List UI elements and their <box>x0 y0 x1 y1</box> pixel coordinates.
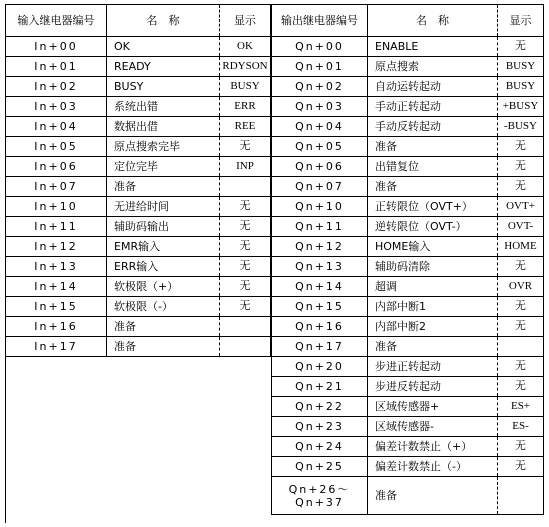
relay-address: Qn+26～Qn+37 <box>272 477 368 515</box>
table-row <box>272 157 544 177</box>
relay-address: In+02 <box>6 77 107 97</box>
name-header: 名 称 <box>368 5 498 37</box>
relay-name: 手动反转起动 <box>368 117 498 137</box>
relay-address: Qn+17 <box>272 337 368 357</box>
relay-display <box>498 477 544 515</box>
relay-name: 软极限（-） <box>107 297 220 317</box>
relay-display: ES+ <box>498 397 544 417</box>
table-row <box>6 337 271 357</box>
relay-display <box>220 337 271 357</box>
relay-address: Qn+05 <box>272 137 368 157</box>
table-row <box>6 97 271 117</box>
relay-display: 无 <box>498 177 544 197</box>
relay-address: Qn+20 <box>272 357 368 377</box>
table-row <box>6 177 271 197</box>
relay-name: 辅助码输出 <box>107 217 220 237</box>
header-row <box>272 5 544 37</box>
relay-display: 无 <box>220 217 271 237</box>
relay-address: Qn+13 <box>272 257 368 277</box>
table-row <box>272 117 544 137</box>
relay-address: Qn+00 <box>272 37 368 57</box>
relay-address: Qn+21 <box>272 377 368 397</box>
relay-name: 系统出错 <box>107 97 220 117</box>
relay-address: Qn+14 <box>272 277 368 297</box>
relay-display: 无 <box>220 257 271 277</box>
relay-name: 准备 <box>107 317 220 337</box>
name-header: 名 称 <box>107 5 220 37</box>
relay-name: READY <box>107 57 220 77</box>
relay-name: 步进反转起动 <box>368 377 498 397</box>
relay-display: OVT- <box>498 217 544 237</box>
table-row <box>6 217 271 237</box>
relay-address: In+17 <box>6 337 107 357</box>
relay-address: Qn+23 <box>272 417 368 437</box>
table-row <box>272 417 544 437</box>
table-row <box>272 377 544 397</box>
relay-address: Qn+04 <box>272 117 368 137</box>
table-row <box>6 77 271 97</box>
table-row <box>6 277 271 297</box>
table-row <box>6 157 271 177</box>
relay-name: 偏差计数禁止（+） <box>368 437 498 457</box>
table-row <box>272 57 544 77</box>
table-row <box>272 137 544 157</box>
relay-name: EMR输入 <box>107 237 220 257</box>
relay-display: 无 <box>220 197 271 217</box>
relay-address: In+10 <box>6 197 107 217</box>
relay-name: ERR输入 <box>107 257 220 277</box>
relay-display: 无 <box>220 277 271 297</box>
relay-name: 偏差计数禁止（-） <box>368 457 498 477</box>
table-row <box>272 177 544 197</box>
table-row <box>272 257 544 277</box>
relay-address: Qn+12 <box>272 237 368 257</box>
relay-address: Qn+06 <box>272 157 368 177</box>
table-row <box>272 237 544 257</box>
relay-display: OK <box>220 37 271 57</box>
relay-display: INP <box>220 157 271 177</box>
relay-display: REE <box>220 117 271 137</box>
table-row <box>6 237 271 257</box>
relay-display: 无 <box>220 237 271 257</box>
relay-address: Qn+03 <box>272 97 368 117</box>
table-row <box>6 197 271 217</box>
table-row <box>272 357 544 377</box>
relay-address: Qn+01 <box>272 57 368 77</box>
relay-name: 软极限（+） <box>107 277 220 297</box>
relay-address: In+06 <box>6 157 107 177</box>
relay-display: BUSY <box>498 77 544 97</box>
relay-address: Qn+24 <box>272 437 368 457</box>
relay-number-header: 输入继电器编号 <box>6 5 107 37</box>
relay-address: Qn+25 <box>272 457 368 477</box>
relay-name: 超调 <box>368 277 498 297</box>
output-relay-table <box>271 4 544 515</box>
relay-display: 无 <box>498 297 544 317</box>
relay-name: 步进正转起动 <box>368 357 498 377</box>
relay-name: 原点搜索 <box>368 57 498 77</box>
table-row <box>6 137 271 157</box>
relay-name: 准备 <box>368 137 498 157</box>
relay-display: 无 <box>220 137 271 157</box>
relay-display: 无 <box>220 297 271 317</box>
relay-display: OVR <box>498 277 544 297</box>
relay-address: Qn+10 <box>272 197 368 217</box>
table-row <box>272 337 544 357</box>
relay-display: 无 <box>498 137 544 157</box>
relay-address: In+13 <box>6 257 107 277</box>
relay-address: In+12 <box>6 237 107 257</box>
relay-address: Qn+02 <box>272 77 368 97</box>
display-header: 显示 <box>220 5 271 37</box>
table-row <box>272 217 544 237</box>
input-relay-table <box>5 4 271 357</box>
relay-display <box>220 317 271 337</box>
relay-display: OVT+ <box>498 197 544 217</box>
table-row <box>272 397 544 417</box>
table-row <box>6 37 271 57</box>
relay-display: BUSY <box>498 57 544 77</box>
relay-name: 内部中断1 <box>368 297 498 317</box>
relay-display: ES- <box>498 417 544 437</box>
relay-display: ERR <box>220 97 271 117</box>
relay-display: +BUSY <box>498 97 544 117</box>
relay-address: Qn+07 <box>272 177 368 197</box>
relay-name: 出错复位 <box>368 157 498 177</box>
relay-display: 无 <box>498 257 544 277</box>
table-row <box>6 117 271 137</box>
table-row <box>272 297 544 317</box>
relay-address: Qn+22 <box>272 397 368 417</box>
relay-display: 无 <box>498 377 544 397</box>
relay-display: 无 <box>498 157 544 177</box>
table-row <box>272 97 544 117</box>
relay-name: 手动正转起动 <box>368 97 498 117</box>
table-row <box>6 317 271 337</box>
relay-name: OK <box>107 37 220 57</box>
relay-name: 定位完毕 <box>107 157 220 177</box>
relay-name: 无进给时间 <box>107 197 220 217</box>
relay-name: 逆转限位（OVT-） <box>368 217 498 237</box>
relay-name: 准备 <box>368 177 498 197</box>
table-row <box>272 457 544 477</box>
relay-address: In+04 <box>6 117 107 137</box>
relay-name: ENABLE <box>368 37 498 57</box>
relay-display <box>220 177 271 197</box>
relay-address: In+05 <box>6 137 107 157</box>
table-row <box>272 477 544 515</box>
relay-address: In+01 <box>6 57 107 77</box>
relay-name: 辅助码清除 <box>368 257 498 277</box>
table-row <box>272 437 544 457</box>
table-row <box>6 257 271 277</box>
relay-name: 准备 <box>107 337 220 357</box>
relay-name: 数据出借 <box>107 117 220 137</box>
relay-address: In+14 <box>6 277 107 297</box>
relay-name: 正转限位（OVT+） <box>368 197 498 217</box>
relay-display: 无 <box>498 357 544 377</box>
relay-address: In+15 <box>6 297 107 317</box>
table-row <box>272 37 544 57</box>
relay-name: 内部中断2 <box>368 317 498 337</box>
relay-address: In+07 <box>6 177 107 197</box>
relay-display: 无 <box>498 317 544 337</box>
relay-address: In+11 <box>6 217 107 237</box>
table-row <box>272 317 544 337</box>
table-row <box>272 197 544 217</box>
table-row <box>272 277 544 297</box>
relay-address: In+03 <box>6 97 107 117</box>
relay-display: 无 <box>498 457 544 477</box>
relay-name: HOME输入 <box>368 237 498 257</box>
relay-address: Qn+15 <box>272 297 368 317</box>
display-header: 显示 <box>498 5 544 37</box>
relay-address: In+00 <box>6 37 107 57</box>
table-row <box>6 297 271 317</box>
relay-display: -BUSY <box>498 117 544 137</box>
relay-name: 准备 <box>368 337 498 357</box>
relay-name: 原点搜索完毕 <box>107 137 220 157</box>
relay-number-header: 输出继电器编号 <box>272 5 368 37</box>
relay-display: 无 <box>498 37 544 57</box>
relay-name: 区域传感器- <box>368 417 498 437</box>
header-row <box>6 5 271 37</box>
table-row <box>6 57 271 77</box>
relay-address: Qn+16 <box>272 317 368 337</box>
relay-name: 准备 <box>107 177 220 197</box>
relay-display: BUSY <box>220 77 271 97</box>
relay-display <box>498 337 544 357</box>
relay-name: 自动运转起动 <box>368 77 498 97</box>
relay-name: 准备 <box>368 477 498 515</box>
relay-display: HOME <box>498 237 544 257</box>
relay-address: Qn+11 <box>272 217 368 237</box>
relay-name: 区域传感器+ <box>368 397 498 417</box>
table-row <box>272 77 544 97</box>
relay-address: In+16 <box>6 317 107 337</box>
relay-display: 无 <box>498 437 544 457</box>
relay-display: RDYSON <box>220 57 271 77</box>
relay-name: BUSY <box>107 77 220 97</box>
